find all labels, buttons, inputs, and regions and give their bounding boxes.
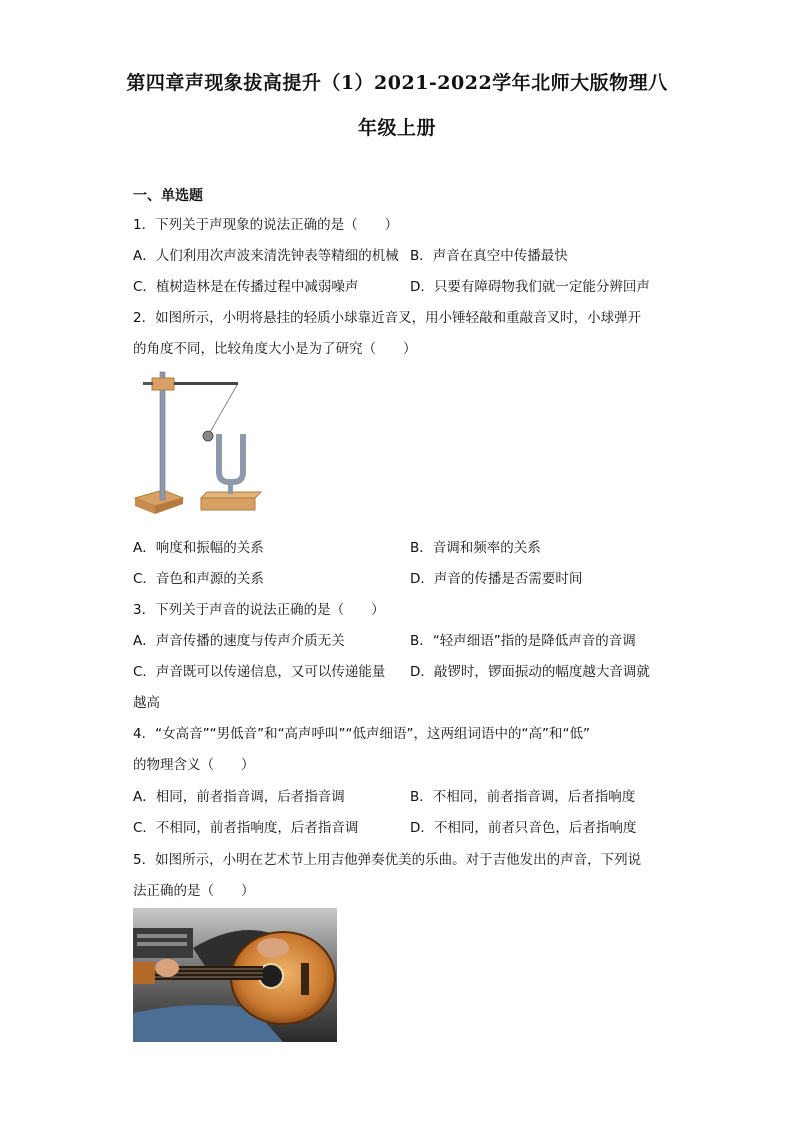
q1-stem: 1．下列关于声现象的说法正确的是（ ） <box>133 217 399 233</box>
string <box>209 385 237 434</box>
q2-stem-line-1: 2．如图所示，小明将悬挂的轻质小球靠近音叉，用小锤轻敲和重敲音叉时，小球弹开 <box>133 310 642 326</box>
q3-option-d: D．敲锣时，锣面振动的幅度越大音调就 <box>410 664 650 680</box>
q1-option-a: A．人们利用次声波来清洗钟表等精细的机械 <box>133 248 399 264</box>
q1-option-b: B．声音在真空中传播最快 <box>410 248 568 264</box>
q2-option-b: B．音调和频率的关系 <box>410 540 541 556</box>
q4-option-d: D．不相同，前者只音色，后者指响度 <box>410 820 637 836</box>
doc-title-line-2: 年级上册 <box>357 117 436 139</box>
clamp-block <box>152 378 174 390</box>
q3-option-d-cont: 越高 <box>133 695 160 711</box>
q4-option-b: B．不相同，前者指音调，后者指响度 <box>410 789 636 805</box>
tuning-fork-figure <box>133 368 263 520</box>
section-heading: 一、单选题 <box>133 188 203 204</box>
hanging-arm <box>174 382 238 385</box>
stand-pole <box>160 372 165 500</box>
q4-stem-line-2: 的物理含义（ ） <box>133 757 255 773</box>
q2-option-c: C．音色和声源的关系 <box>133 571 264 587</box>
q3-stem: 3．下列关于声音的说法正确的是（ ） <box>133 602 385 618</box>
q4-stem-line-1: 4．“女高音”“男低音”和“高声呼叫”“低声细语”，这两组词语中的“高”和“低” <box>133 726 591 742</box>
q2-option-a: A．响度和振幅的关系 <box>133 540 264 556</box>
q2-option-d: D．声音的传播是否需要时间 <box>410 571 583 587</box>
q2-stem-line-2: 的角度不同，比较角度大小是为了研究（ ） <box>133 341 417 357</box>
q3-option-a: A．声音传播的速度与传声介质无关 <box>133 633 345 649</box>
doc-title-line-1: 第四章声现象拔高提升（1）2021-2022学年北师大版物理八 <box>126 72 668 94</box>
q1-option-d: D．只要有障碍物我们就一定能分辨回声 <box>410 279 650 295</box>
light-ball <box>203 431 213 441</box>
guitar-photo <box>133 908 337 1042</box>
q5-stem-line-2: 法正确的是（ ） <box>133 883 255 899</box>
tuning-fork <box>219 434 243 482</box>
q4-option-c: C．不相同，前者指响度，后者指音调 <box>133 820 359 836</box>
q4-option-a: A．相同，前者指音调，后者指音调 <box>133 789 345 805</box>
q3-option-b: B．“轻声细语”指的是降低声音的音调 <box>410 633 636 649</box>
q5-stem-line-1: 5．如图所示，小明在艺术节上用吉他弹奏优美的乐曲。对于吉他发出的声音，下列说 <box>133 852 642 868</box>
q3-option-c: C．声音既可以传递信息，又可以传递能量 <box>133 664 386 680</box>
q1-option-c: C．植树造林是在传播过程中减弱噪声 <box>133 279 359 295</box>
